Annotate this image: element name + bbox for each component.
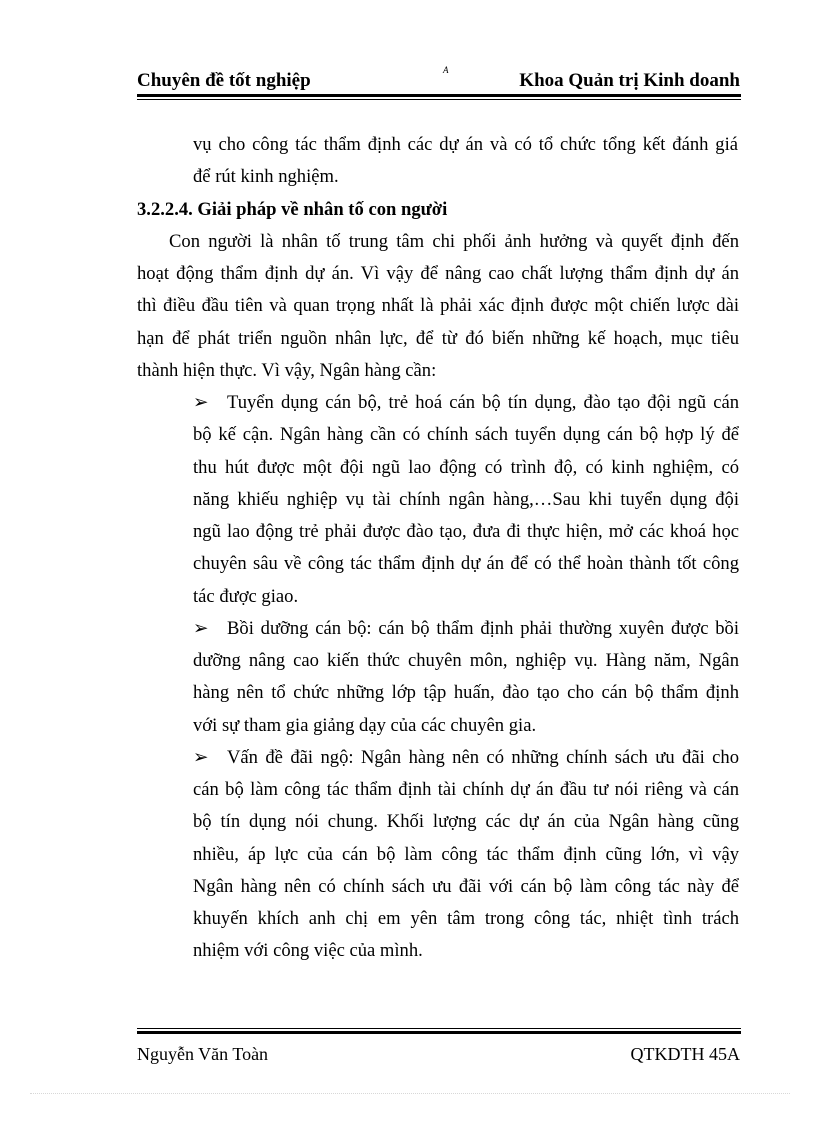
footer-rule-thin [137, 1028, 741, 1029]
footer-class-code: QTKDTH 45A [630, 1044, 740, 1064]
bullet-line: nhiều, áp lực của cán bộ làm công tác thẩm định cũng lớn, vì vậy [193, 844, 739, 865]
paragraph-line: thành hiện thực. Vì vậy, Ngân hàng cần: [137, 360, 437, 381]
bullet-line: Tuyển dụng cán bộ, trẻ hoá cán bộ tín dụng, đào tạo đội ngũ cán [227, 392, 739, 413]
intro-line: vụ cho công tác thẩm định các dự án và có tổ chức tổng kết đánh giá [193, 134, 738, 155]
header-document-type: Chuyên đề tốt nghiệp [137, 70, 311, 91]
section-heading: 3.2.2.4. Giải pháp về nhân tố con người [137, 199, 448, 220]
bullet-arrow-icon: ➢ [193, 747, 209, 768]
bullet-line: dưỡng nâng cao kiến thức chuyên môn, nghiệp vụ. Hàng năm, Ngân [193, 650, 739, 671]
paragraph-line: thì điều đầu tiên và quan trọng nhất là phải xác định được một chiến lược dài [137, 295, 739, 316]
intro-line: để rút kinh nghiệm. [193, 166, 339, 187]
bullet-line: bộ kế cận. Ngân hàng cần có chính sách tuyển dụng cán bộ hợp lý để [193, 424, 739, 445]
bullet-line: với sự tham gia giảng dạy của các chuyên gia. [193, 715, 537, 736]
paragraph-line: hoạt động thẩm định dự án. Vì vậy để nâng cao chất lượng thẩm định dự án [137, 263, 739, 284]
bullet-arrow-icon: ➢ [193, 618, 209, 639]
bullet-line: tác được giao. [193, 586, 299, 607]
header-rule-thick [137, 94, 741, 97]
bullet-line: năng khiếu nghiệp vụ tài chính ngân hàng,…Sau khi tuyển dụng đội [193, 489, 739, 510]
bullet-line: bộ tín dụng nói chung. Khối lượng các dự án của Ngân hàng cũng [193, 811, 739, 832]
paragraph-line: Con người là nhân tố trung tâm chi phối ảnh hưởng và quyết định đến [169, 231, 739, 252]
bullet-line: chuyên sâu về công tác thẩm định dự án để có thể hoàn thành tốt công [193, 553, 739, 574]
paragraph-line: hạn để phát triển nguồn nhân lực, để từ đó biến những kế hoạch, mục tiêu [137, 328, 739, 349]
page-bottom-dotted-divider [30, 1093, 790, 1094]
bullet-line: hàng nên tổ chức những lớp tập huấn, đào tạo cho cán bộ thẩm định [193, 682, 739, 703]
bullet-arrow-icon: ➢ [193, 392, 209, 413]
bullet-line: thu hút được một đội ngũ lao động có trình độ, có kinh nghiệm, có [193, 457, 739, 478]
bullet-line: nhiệm với công việc của mình. [193, 940, 423, 961]
header-rule-thin [137, 99, 741, 100]
header-mark: A [443, 65, 449, 75]
footer-rule-thick [137, 1031, 741, 1034]
footer-author: Nguyễn Văn Toàn [137, 1044, 269, 1064]
bullet-line: ngũ lao động trẻ phải được đào tạo, đưa đi thực hiện, mở các khoá học [193, 521, 739, 542]
bullet-line: Bồi dưỡng cán bộ: cán bộ thẩm định phải thường xuyên được bồi [227, 618, 739, 639]
header-faculty: Khoa Quản trị Kinh doanh [519, 70, 740, 91]
bullet-line: Ngân hàng nên có chính sách ưu đãi với cán bộ làm công tác này để [193, 876, 739, 897]
bullet-line: khuyến khích anh chị em yên tâm trong công tác, nhiệt tình trách [193, 908, 739, 929]
bullet-line: Vấn đề đãi ngộ: Ngân hàng nên có những chính sách ưu đãi cho [227, 747, 739, 768]
bullet-line: cán bộ làm công tác thẩm định tài chính dự án đầu tư nói riêng và cán [193, 779, 739, 800]
page-header [137, 65, 740, 94]
